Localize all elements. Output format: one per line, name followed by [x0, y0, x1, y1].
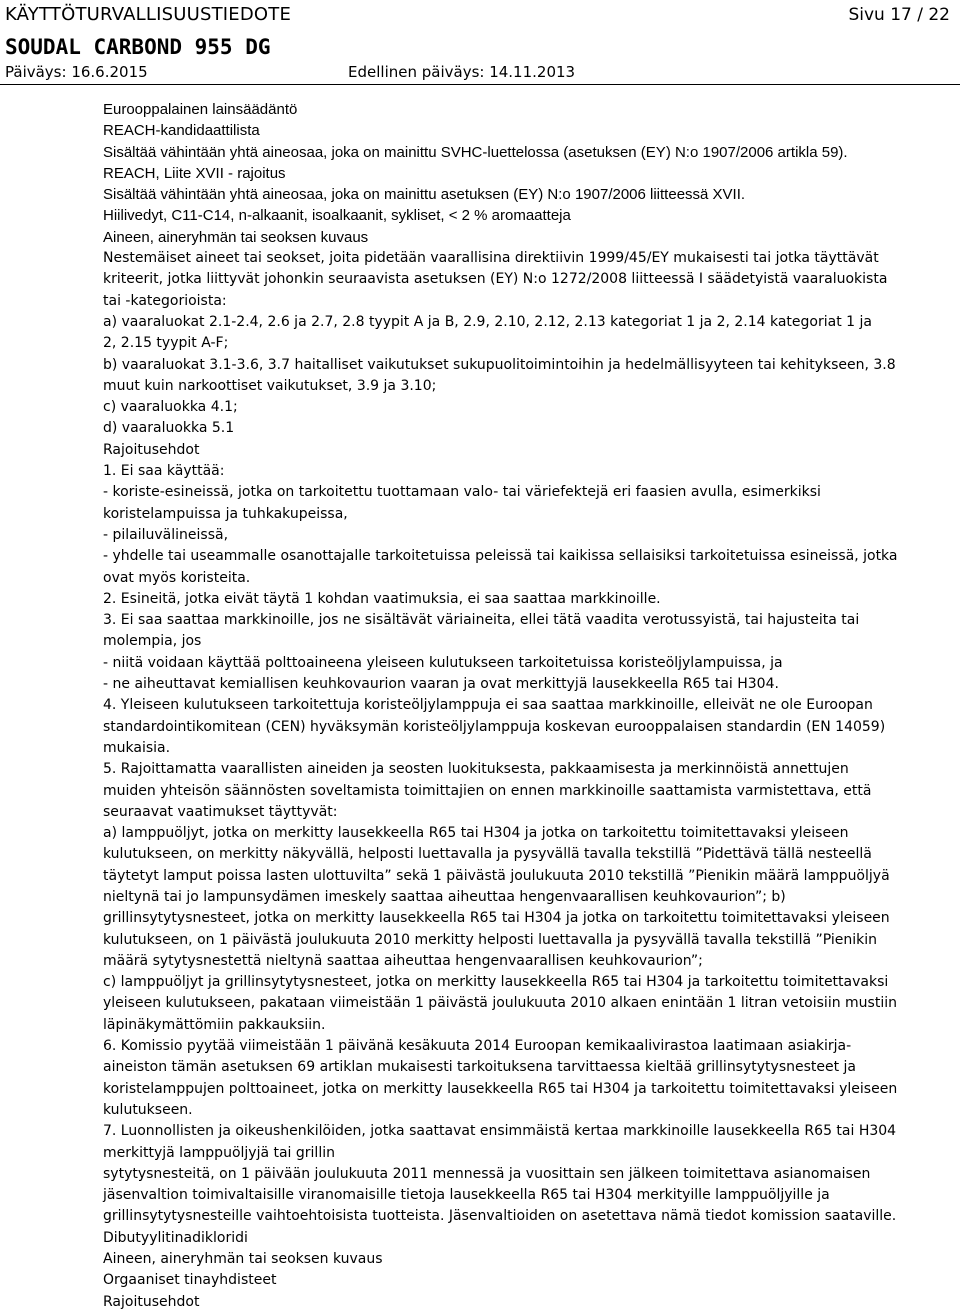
- product-name: SOUDAL CARBOND 955 DG: [5, 35, 271, 59]
- text-line: molempia, jos: [103, 633, 202, 650]
- text-line: Dibutyylitinadikloridi: [103, 1229, 248, 1246]
- text-line: koristelampuissa ja tuhkakupeissa,: [103, 505, 348, 522]
- text-line: kriteerit, jotka liittyvät johonkin seuraavista asetuksen (EY) N:o 1272/2008 liitteessä I säädetyistä vaaraluokista: [103, 271, 888, 288]
- text-line: muiden yhteisön säännösten soveltamista toimittajien on ennen markkinoille saattamista varmistettava, että: [103, 782, 872, 799]
- text-line: b) vaaraluokat 3.1-3.6, 3.7 haitalliset vaikutukset sukupuolitoimintoihin ja hedelmällisyyteen tai kehitykseen, 3.8: [103, 356, 896, 373]
- text-line: tai -kategorioista:: [103, 292, 227, 309]
- text-line: 7. Luonnollisten ja oikeushenkilöiden, jotka saattavat ensimmäistä kertaa markkinoille lausekkeella R65 tai H304: [103, 1123, 897, 1140]
- page-number: Sivu 17 / 22: [848, 5, 950, 25]
- text-line: grillinsytytysnesteille vaihtoehtoisista tuotteista. Jäsenvaltioiden on asetettava nämä tiedot komission saataville.: [103, 1208, 897, 1225]
- text-line: läpinäkymättömiin pakkauksiin.: [103, 1016, 326, 1033]
- text-line: Sisältää vähintään yhtä aineosaa, joka on mainittu SVHC-luettelossa (asetuksen (EY) N:o 1907/2006 artikla 59).: [103, 143, 848, 161]
- text-line: Eurooppalainen lainsäädäntö: [103, 101, 298, 118]
- text-line: grillinsytytysnesteet, jotka on merkitty lausekkeella R65 tai H304 ja jotka on tarkoitettu toimitettavaksi yleiseen: [103, 910, 890, 927]
- text-line: - niitä voidaan käyttää polttoaineena yleiseen kulutukseen tarkoitetuissa koristeöljylampuissa, ja: [103, 654, 783, 671]
- document-title: KÄYTTÖTURVALLISUUSTIEDOTE: [5, 4, 292, 25]
- text-line: Aineen, aineryhmän tai seoksen kuvaus: [103, 1251, 383, 1268]
- text-line: Sisältää vähintään yhtä aineosaa, joka on mainittu asetuksen (EY) N:o 1907/2006 liitteessä XVII.: [103, 186, 746, 204]
- text-line: jäsenvaltion toimivaltaisille viranomaisille tietoja lausekkeella R65 tai H304 merkityille lamppuöljyille ja: [103, 1187, 830, 1204]
- text-line: REACH, Liite XVII - rajoitus: [103, 164, 286, 182]
- text-line: 2. Esineitä, jotka eivät täytä 1 kohdan vaatimuksia, ei saa saattaa markkinoille.: [103, 590, 661, 607]
- text-line: 3. Ei saa saattaa markkinoille, jos ne sisältävät väriaineita, ellei tätä vaadita verotussyistä, tai hajusteita tai: [103, 612, 860, 629]
- text-line: 4. Yleiseen kulutukseen tarkoitettuja koristeöljylamppuja ei saa saattaa markkinoille, elleivät ne ole Euroopan: [103, 697, 873, 714]
- text-line: Nestemäiset aineet tai seokset, joita pidetään vaarallisina direktiivin 1999/45/EY mukaisesti tai jotka täyttävät: [103, 250, 879, 267]
- text-line: Rajoitusehdot: [103, 441, 200, 458]
- text-line: koristelamppujen polttoaineet, jotka on merkitty lausekkeella R65 tai H304 ja tarkoitettu toimitettavaksi yleiseen: [103, 1080, 898, 1097]
- text-line: 1. Ei saa käyttää:: [103, 463, 225, 480]
- text-line: a) vaaraluokat 2.1-2.4, 2.6 ja 2.7, 2.8 tyypit A ja B, 2.9, 2.10, 2.12, 2.13 kategoriat 1 ja 2, 2.14 kategoriat 1 ja: [103, 313, 872, 330]
- text-line: - ne aiheuttavat kemiallisen keuhkovaurion vaaran ja ovat merkittyjä lausekkeella R65 tai H304.: [103, 676, 779, 693]
- text-line: d) vaaraluokka 5.1: [103, 420, 235, 437]
- text-line: kulutukseen, on 1 päivästä joulukuuta 2010 merkitty helposti luettavalla ja pysyvällä tavalla tekstillä ”Pienikin: [103, 931, 878, 948]
- text-line: Orgaaniset tinayhdisteet: [103, 1272, 277, 1289]
- revision-date: Päiväys: 16.6.2015: [5, 63, 148, 81]
- text-line: merkittyjä lamppuöljyjä tai grillin: [103, 1144, 335, 1161]
- text-line: kulutukseen, on merkitty näkyvällä, helposti luettavalla ja pysyvällä tavalla tekstillä ”Pidettävä tällä nesteellä: [103, 846, 872, 863]
- text-line: a) lamppuöljyt, jotka on merkitty lausekkeella R65 tai H304 ja jotka on tarkoitettu toimitettavaksi yleiseen: [103, 825, 849, 842]
- header-divider: [0, 84, 960, 85]
- text-line: 2, 2.15 tyypit A-F;: [103, 335, 229, 352]
- previous-revision-date: Edellinen päiväys: 14.11.2013: [348, 63, 576, 81]
- text-line: c) lamppuöljyt ja grillinsytytysnesteet, jotka on merkitty lausekkeella R65 tai H304 ja tarkoitettu toimitettavaksi: [103, 974, 889, 991]
- text-line: kulutukseen.: [103, 1101, 193, 1118]
- text-line: Rajoitusehdot: [103, 1293, 200, 1310]
- text-line: täytetyt lamput poissa lasten ulottuvilta” sekä 1 päivästä joulukuuta 2010 tekstillä ”Pienikin määrä lamppuöljyä: [103, 867, 890, 884]
- text-line: aineiston tämän asetuksen 69 artiklan mukaisesti tarkoituksena tarvittaessa kieltää grillinsytytysnesteet ja: [103, 1059, 857, 1076]
- text-line: nieltynä tai jo lampunsydämen imeskely saattaa aiheuttaa hengenvaarallisen keuhkovaurion”; b): [103, 888, 786, 905]
- text-line: Hiilivedyt, C11-C14, n-alkaanit, isoalkaanit, sykliset, < 2 % aromaatteja: [103, 207, 571, 225]
- text-line: sytytysnesteitä, on 1 päivään joulukuuta 2011 mennessä ja vuosittain sen jälkeen toimitettava asianomaisen: [103, 1165, 871, 1182]
- text-line: Aineen, aineryhmän tai seoksen kuvaus: [103, 228, 369, 246]
- text-line: ovat myös koristeita.: [103, 569, 251, 586]
- text-line: - pilailuvälineissä,: [103, 526, 229, 543]
- text-line: c) vaaraluokka 4.1;: [103, 399, 238, 416]
- text-line: - koriste-esineissä, jotka on tarkoitettu tuottamaan valo- tai väriefektejä eri faasien avulla, esimerkiksi: [103, 484, 821, 501]
- text-line: standardointikomitean (CEN) hyväksymän koristeöljylamppuja koskevan eurooppalaisen standardin (EN 14059): [103, 718, 886, 735]
- text-line: yleiseen kulutukseen, pakataan viimeistään 1 päivästä joulukuuta 2010 alkaen enintään 1 litran vetoisiin mustiin: [103, 995, 897, 1012]
- text-line: määrä sytytysnestettä nieltynä saattaa aiheuttaa hengenvaarallisen keuhkovaurion”;: [103, 952, 703, 969]
- text-line: - yhdelle tai useammalle osanottajalle tarkoitetuissa peleissä tai kaikissa sellaisiksi tarkoitetuissa esineissä, jotka: [103, 548, 898, 565]
- text-line: 6. Komissio pyytää viimeistään 1 päivänä kesäkuuta 2014 Euroopan kemikaalivirastoa laatimaan asiakirja-: [103, 1038, 852, 1055]
- text-line: mukaisia.: [103, 739, 171, 756]
- text-line: seuraavat vaatimukset täyttyvät:: [103, 803, 338, 820]
- document-body: [103, 99, 958, 1313]
- text-line: 5. Rajoittamatta vaarallisten aineiden ja seosten luokituksesta, pakkaamisesta ja merkinnöistä annettujen: [103, 761, 849, 778]
- text-line: muut kuin narkoottiset vaikutukset, 3.9 ja 3.10;: [103, 377, 437, 394]
- text-line: REACH-kandidaattilista: [103, 122, 260, 140]
